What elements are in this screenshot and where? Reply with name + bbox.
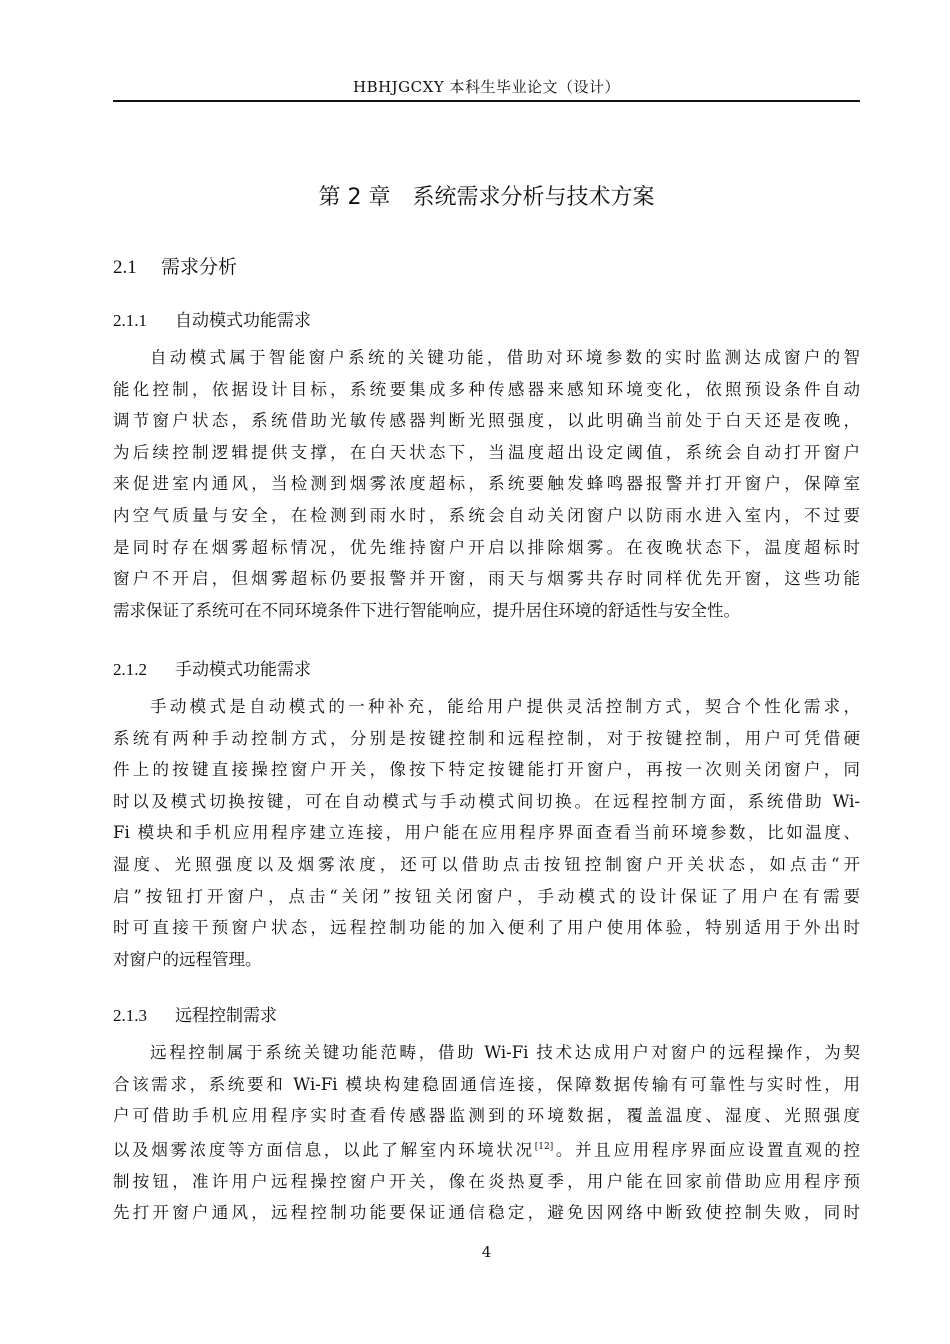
text-line: 合该需求，系统要和 Wi-Fi 模块构建稳固通信连接，保障数据传输有可靠性与实时性，用 bbox=[113, 1074, 860, 1094]
subsection-number: 2.1.2 bbox=[113, 660, 147, 679]
text-line: 启”按钮打开窗户，点击“关闭”按钮关闭窗户，手动模式的设计保证了用户在有需要 bbox=[113, 886, 860, 906]
text-segment: 。并且应用程序界面应设置直观的控 bbox=[553, 1140, 861, 1160]
section-heading bbox=[113, 252, 237, 279]
subsection-number: 2.1.1 bbox=[113, 311, 147, 330]
text-line: 时可直接干预窗户状态，远程控制功能的加入便利了用户使用体验，特别适用于外出时 bbox=[113, 918, 860, 938]
text-line: 自动模式属于智能窗户系统的关键功能，借助对环境参数的实时监测达成窗户的智 bbox=[150, 348, 860, 367]
subsection-title: 远程控制需求 bbox=[175, 1006, 277, 1026]
text-line: 需求保证了系统可在不同环境条件下进行智能响应，提升居住环境的舒适性与安全性。 bbox=[113, 600, 740, 620]
paragraph-manual-mode bbox=[113, 691, 860, 975]
subsection-heading-2-1-3 bbox=[113, 1001, 277, 1026]
text-line: 先打开窗户通风，远程控制功能要保证通信稳定，避免因网络中断致使控制失败，同时 bbox=[113, 1203, 860, 1223]
text-line: 窗户不开启，但烟雾超标仍要报警并开窗，雨天与烟雾共存时同样优先开窗，这些功能 bbox=[113, 569, 860, 589]
header-rule bbox=[113, 100, 860, 102]
text-line: 件上的按键直接操控窗户开关，像按下特定按键能打开窗户，再按一次则关闭窗户，同 bbox=[113, 760, 860, 780]
text-line: 来促进室内通风，当检测到烟雾浓度超标，系统要触发蜂鸣器报警并打开窗户，保障室 bbox=[113, 474, 860, 494]
text-line: 制按钮，准许用户远程操控窗户开关，像在炎热夏季，用户能在回家前借助应用程序预 bbox=[113, 1171, 860, 1191]
text-line: 能化控制，依据设计目标，系统要集成多种传感器来感知环境变化，依照预设条件自动 bbox=[113, 379, 860, 399]
text-line: 湿度、光照强度以及烟雾浓度，还可以借助点击按钮控制窗户开关状态，如点击“开 bbox=[113, 854, 860, 874]
section-number: 2.1 bbox=[113, 257, 137, 278]
running-header: HBHJGCXY 本科生毕业论文（设计） bbox=[352, 78, 620, 96]
text-line: 户可借助手机应用程序实时查看传感器监测到的环境数据，覆盖温度、湿度、光照强度 bbox=[113, 1106, 860, 1126]
text-segment: 以及烟雾浓度等方面信息，以此了解室内环境状况 bbox=[113, 1140, 535, 1160]
text-line: 远程控制属于系统关键功能范畴，借助 Wi-Fi 技术达成用户对窗户的远程操作，为契 bbox=[150, 1043, 860, 1062]
text-line: 调节窗户状态，系统借助光敏传感器判断光照强度，以此明确当前处于白天还是夜晚， bbox=[113, 411, 860, 431]
text-line: Fi 模块和手机应用程序建立连接，用户能在应用程序界面查看当前环境参数，比如温度、 bbox=[113, 823, 860, 843]
section-title: 需求分析 bbox=[161, 256, 238, 278]
chapter-title: 系统需求分析与技术方案 bbox=[412, 185, 655, 210]
text-line-with-citation bbox=[113, 1132, 860, 1166]
text-line: 系统有两种手动控制方式，分别是按键控制和远程控制，对于按键控制，用户可凭借硬 bbox=[113, 728, 860, 748]
page-number: 4 bbox=[481, 1243, 492, 1261]
chapter-heading bbox=[113, 180, 860, 211]
text-line: 时以及模式切换按键，可在自动模式与手动模式间切换。在远程控制方面，系统借助 Wi- bbox=[113, 791, 860, 811]
subsection-heading-2-1-2 bbox=[113, 655, 311, 680]
text-line: 手动模式是自动模式的一种补充，能给用户提供灵活控制方式，契合个性化需求， bbox=[150, 697, 860, 716]
paragraph-auto-mode bbox=[113, 342, 860, 626]
paragraph-remote-control bbox=[113, 1037, 860, 1229]
subsection-title: 自动模式功能需求 bbox=[175, 311, 311, 331]
text-line: 对窗户的远程管理。 bbox=[113, 949, 262, 969]
citation-mark[interactable]: [12] bbox=[534, 1141, 554, 1152]
subsection-number: 2.1.3 bbox=[113, 1006, 147, 1025]
text-line: 内空气质量与安全，在检测到雨水时，系统会自动关闭窗户以防雨水进入室内，不过要 bbox=[113, 505, 860, 525]
subsection-title: 手动模式功能需求 bbox=[175, 660, 311, 680]
text-line: 是同时存在烟雾超标情况，优先维持窗户开启以排除烟雾。在夜晚状态下，温度超标时 bbox=[113, 537, 860, 557]
text-line: 为后续控制逻辑提供支撑，在白天状态下，当温度超出设定阈值，系统会自动打开窗户 bbox=[113, 442, 860, 462]
chapter-number: 第 2 章 bbox=[318, 185, 391, 210]
subsection-heading-2-1-1 bbox=[113, 306, 311, 331]
